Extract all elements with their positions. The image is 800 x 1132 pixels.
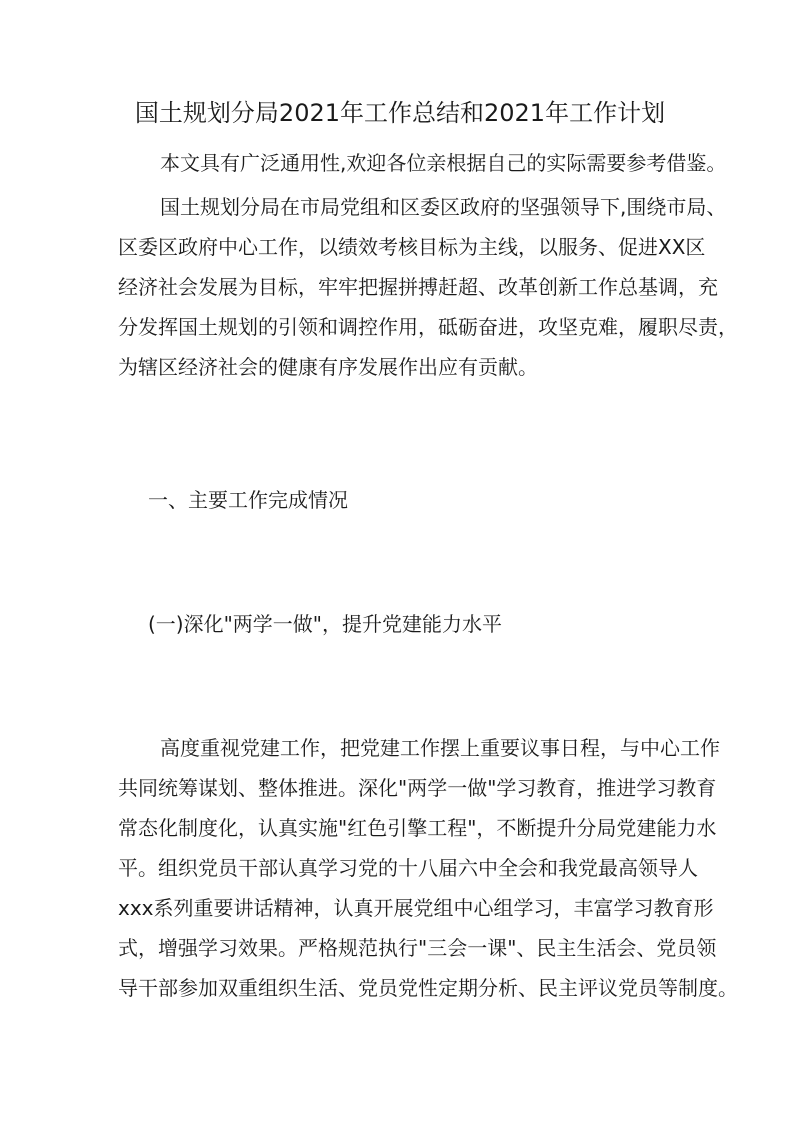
section-heading: 一、主要工作完成情况 — [148, 488, 348, 512]
paragraph-line: 平。组织党员干部认真学习党的十八届六中全会和我党最高领导人 — [118, 856, 698, 880]
paragraph-line: 分发挥国土规划的引领和调控作用，砥砺奋进，攻坚克难，履职尽责， — [118, 315, 738, 339]
paragraph-line: 经济社会发展为目标，牢牢把握拼搏赶超、改革创新工作总基调，充 — [118, 275, 718, 299]
paragraph-line: 为辖区经济社会的健康有序发展作出应有贡献。 — [118, 355, 538, 379]
paragraph-line: 共同统筹谋划、整体推进。深化"两学一做"学习教育，推进学习教育 — [118, 776, 717, 800]
intro-text: 本文具有广泛通用性,欢迎各位亲根据自己的实际需要参考借鉴。 — [160, 151, 727, 175]
document-title: 国土规划分局2021年工作总结和2021年工作计划 — [134, 99, 666, 127]
paragraph-line: 高度重视党建工作，把党建工作摆上重要议事日程，与中心工作 — [160, 736, 720, 760]
paragraph-line: 国土规划分局在市局党组和区委区政府的坚强领导下,围绕市局、 — [160, 195, 727, 219]
paragraph-line: 式，增强学习效果。严格规范执行"三会一课"、民主生活会、党员领 — [118, 936, 717, 960]
paragraph-line: 区委区政府中心工作，以绩效考核目标为主线，以服务、促进XX区 — [118, 235, 706, 259]
paragraph-line: xxx系列重要讲话精神，认真开展党组中心组学习，丰富学习教育形 — [118, 896, 714, 920]
paragraph-line: 常态化制度化，认真实施"红色引擎工程"，不断提升分局党建能力水 — [118, 816, 717, 840]
paragraph-line: 导干部参加双重组织生活、党员党性定期分析、民主评议党员等制度。 — [118, 976, 738, 1000]
subsection-heading: (一)深化"两学一做"，提升党建能力水平 — [148, 612, 503, 636]
